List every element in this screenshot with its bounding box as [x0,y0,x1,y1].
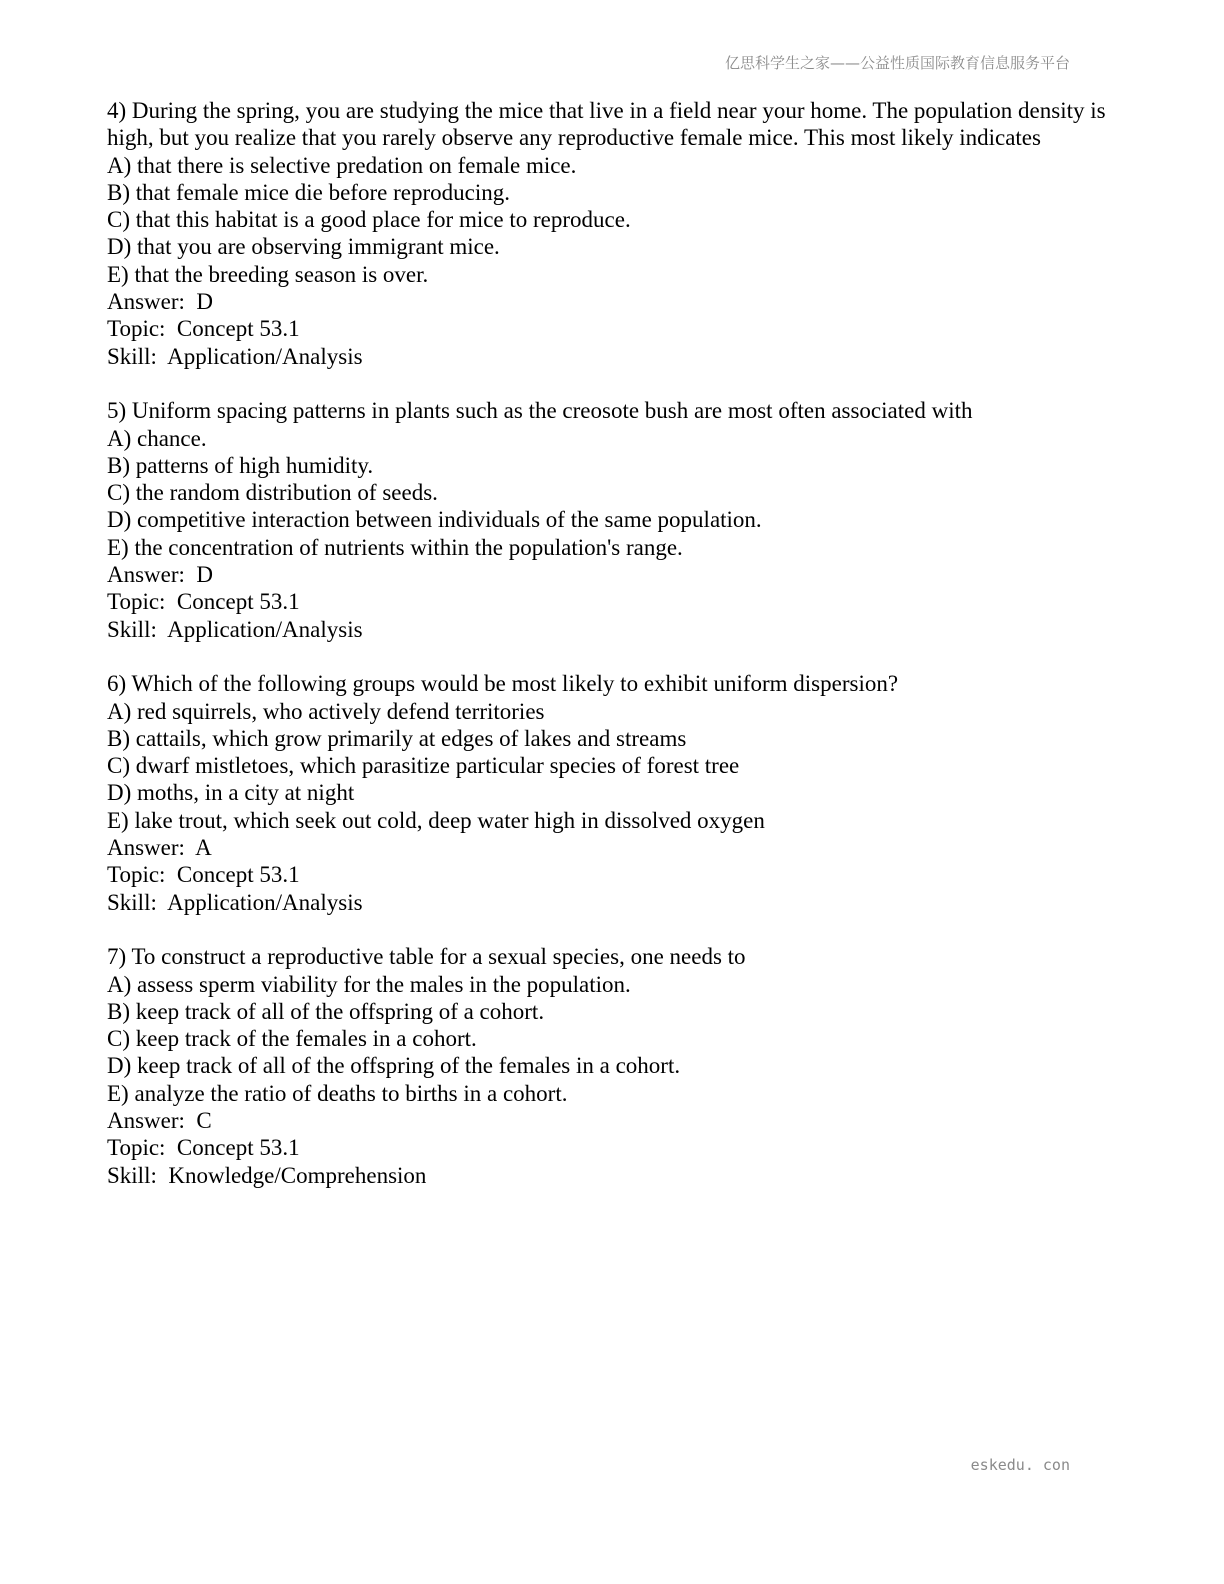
page-header: 亿思科学生之家——公益性质国际教育信息服务平台 [724,54,1070,72]
option-e: E) analyze the ratio of deaths to births in a cohort. [107,1080,568,1106]
question-stem: 7) To construct a reproductive table for a sexual species, one needs to [107,944,746,970]
option-d: D) keep track of all of the offspring of the females in a cohort. [107,1053,681,1079]
option-a: A) that there is selective predation on female mice. [107,152,577,178]
question-7 [107,943,1107,1189]
option-d: D) competitive interaction between individuals of the same population. [107,507,762,533]
answer-line: Answer: D [107,562,214,588]
question-list [107,97,1112,1216]
answer-line: Answer: A [107,835,212,861]
option-b: B) cattails, which grow primarily at edges of lakes and streams [107,725,687,751]
option-a: A) assess sperm viability for the males in the population. [107,971,631,997]
option-b: B) keep track of all of the offspring of a cohort. [107,998,545,1024]
question-stem: 4) During the spring, you are studying the mice that live in a field near your home. The population density is high, but you realize that you rarely observe any reproductive female mice. This most likely indicates [107,98,1112,151]
option-e: E) that the breeding season is over. [107,261,429,287]
topic-line: Topic: Concept 53.1 [107,589,300,615]
option-c: C) the random distribution of seeds. [107,480,438,506]
question-6 [107,670,1107,916]
option-c: C) keep track of the females in a cohort. [107,1026,477,1052]
topic-line: Topic: Concept 53.1 [107,1135,300,1161]
question-stem: 5) Uniform spacing patterns in plants such as the creosote bush are most often associated with [107,398,973,424]
option-c: C) dwarf mistletoes, which parasitize particular species of forest tree [107,753,740,779]
page-footer-url: eskedu. con [970,1456,1070,1474]
option-e: E) lake trout, which seek out cold, deep water high in dissolved oxygen [107,807,765,833]
option-d: D) that you are observing immigrant mice. [107,234,500,260]
question-stem: 6) Which of the following groups would be most likely to exhibit uniform dispersion? [107,671,899,697]
option-a: A) red squirrels, who actively defend territories [107,698,545,724]
option-a: A) chance. [107,425,207,451]
skill-line: Skill: Application/Analysis [107,616,363,642]
skill-line: Skill: Application/Analysis [107,343,363,369]
question-4 [107,97,1112,370]
question-5 [107,397,1107,643]
skill-line: Skill: Application/Analysis [107,889,363,915]
skill-line: Skill: Knowledge/Comprehension [107,1162,427,1188]
option-b: B) that female mice die before reproducing. [107,179,510,205]
topic-line: Topic: Concept 53.1 [107,862,300,888]
answer-line: Answer: C [107,1107,212,1133]
option-e: E) the concentration of nutrients within the population's range. [107,534,683,560]
option-b: B) patterns of high humidity. [107,452,374,478]
option-c: C) that this habitat is a good place for mice to reproduce. [107,207,631,233]
answer-line: Answer: D [107,289,214,315]
topic-line: Topic: Concept 53.1 [107,316,300,342]
option-d: D) moths, in a city at night [107,780,355,806]
